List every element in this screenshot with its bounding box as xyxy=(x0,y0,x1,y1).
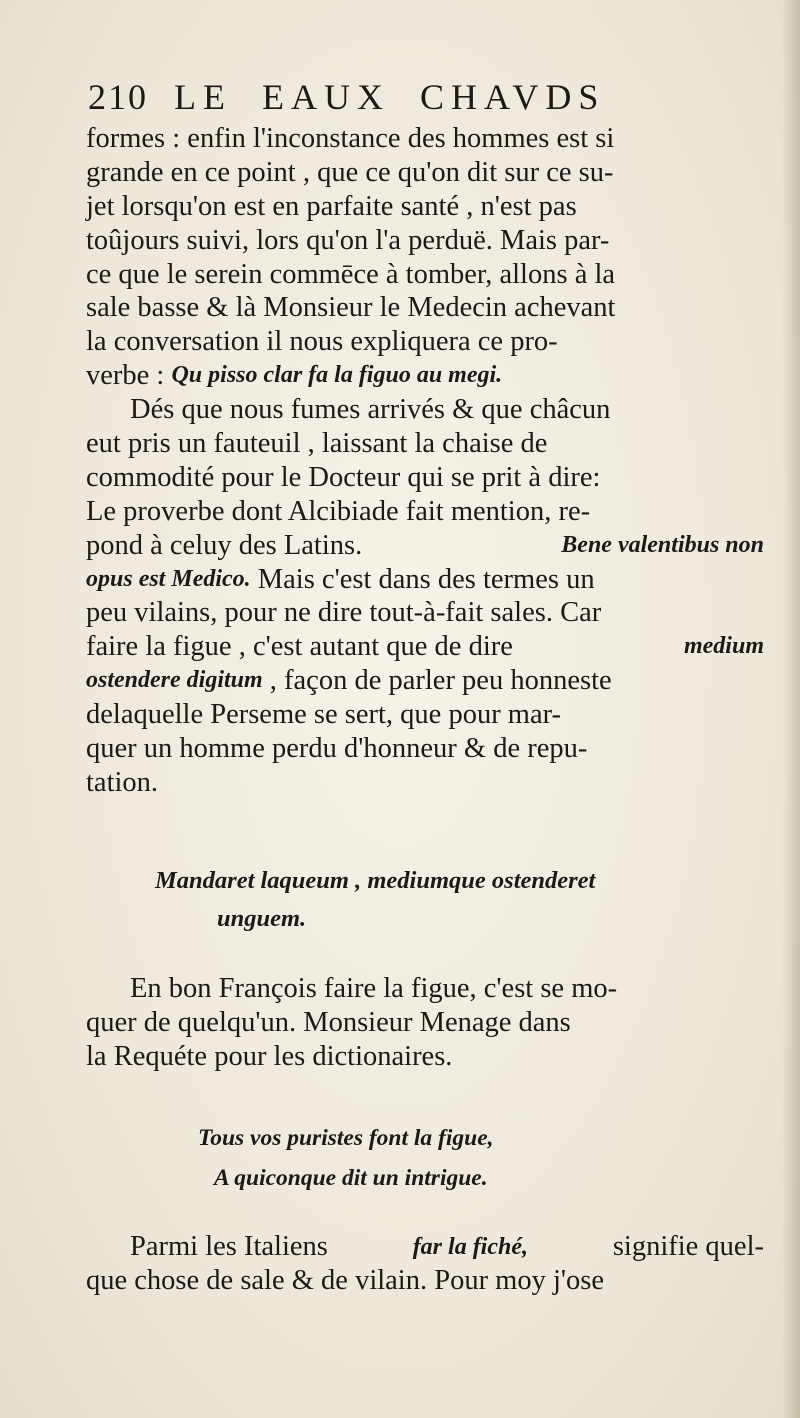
text-line: sale basse & là Monsieur le Medecin achevant xyxy=(86,292,616,324)
main-text-block xyxy=(86,122,764,800)
verse-line: Mandaret laqueum , mediumque ostenderet xyxy=(155,867,596,894)
french-verse-quote xyxy=(198,1118,758,1198)
text-line: peu vilains, pour ne dire tout-à-fait sales. Car xyxy=(86,597,602,629)
text-line: verbe : Qu pisso clar fa la figuo au megi. xyxy=(86,360,503,392)
latin-italic: ostendere digitum xyxy=(86,667,263,694)
proverb-italic: Qu pisso clar fa la figuo au megi. xyxy=(171,362,503,389)
text-line: opus est Medico. Mais c'est dans des termes un xyxy=(86,563,595,595)
running-header xyxy=(88,76,768,120)
italian-italic: far la fiché, xyxy=(412,1234,528,1260)
verse-line: unguem. xyxy=(217,905,307,932)
text-line: jet lorsqu'on est en parfaite santé , n'est pas xyxy=(86,190,577,222)
latin-italic: Bene valentibus non xyxy=(561,531,764,558)
running-title: LE EAUX CHAVDS xyxy=(174,77,606,117)
page-gutter-shadow xyxy=(782,0,800,1418)
verse-line: Tous vos puristes font la figue, xyxy=(198,1125,494,1151)
paragraph-italiens xyxy=(86,1228,764,1296)
paragraph-start-line: En bon François faire la figue, c'est se mo- xyxy=(130,973,618,1004)
latin-italic: medium xyxy=(683,633,764,660)
paragraph-start-line: Dés que nous fumes arrivés & que châcun xyxy=(130,394,611,426)
text-line: tation. xyxy=(86,766,159,798)
text-line: pond à celuy des Latins. Bene valentibus non xyxy=(86,529,764,561)
text-line: ce que le serein commēce à tomber, allons à la xyxy=(86,258,616,290)
text-line: Le proverbe dont Alcibiade fait mention, re- xyxy=(86,495,591,527)
verse-line: A quiconque dit un intrigue. xyxy=(214,1165,488,1191)
latin-verse-quote xyxy=(155,862,775,938)
text-line: formes : enfin l'inconstance des hommes est si xyxy=(86,123,615,154)
text-line: la Requéte pour les dictionaires. xyxy=(86,1040,453,1072)
text-line: grande en ce point , que ce qu'on dit sur ce su- xyxy=(86,156,614,188)
text-line: la conversation il nous expliquera ce pro- xyxy=(86,326,558,358)
text-line: delaquelle Perseme se sert, que pour mar- xyxy=(86,699,562,731)
text-line: quer un homme perdu d'honneur & de repu- xyxy=(86,733,588,765)
text-line: faire la figue , c'est autant que de dire medium xyxy=(86,631,764,663)
text-line: eut pris un fauteuil , laissant la chaise de xyxy=(86,428,548,460)
text-line: que chose de sale & de vilain. Pour moy j'ose xyxy=(86,1264,605,1296)
text-line: quer de quelqu'un. Monsieur Menage dans xyxy=(86,1006,571,1038)
latin-italic: opus est Medico. xyxy=(86,565,251,592)
page-number: 210 xyxy=(88,77,148,117)
text-line: ostendere digitum , façon de parler peu honneste xyxy=(86,665,612,697)
paragraph-start-line: Parmi les Italiens far la fiché, signifie quel- xyxy=(86,1228,764,1262)
text-line: commodité pour le Docteur qui se prit à dire: xyxy=(86,461,601,493)
paragraph-figue xyxy=(86,972,764,1074)
text-line: toûjours suivi, lors qu'on l'a perduë. Mais par- xyxy=(86,224,610,256)
